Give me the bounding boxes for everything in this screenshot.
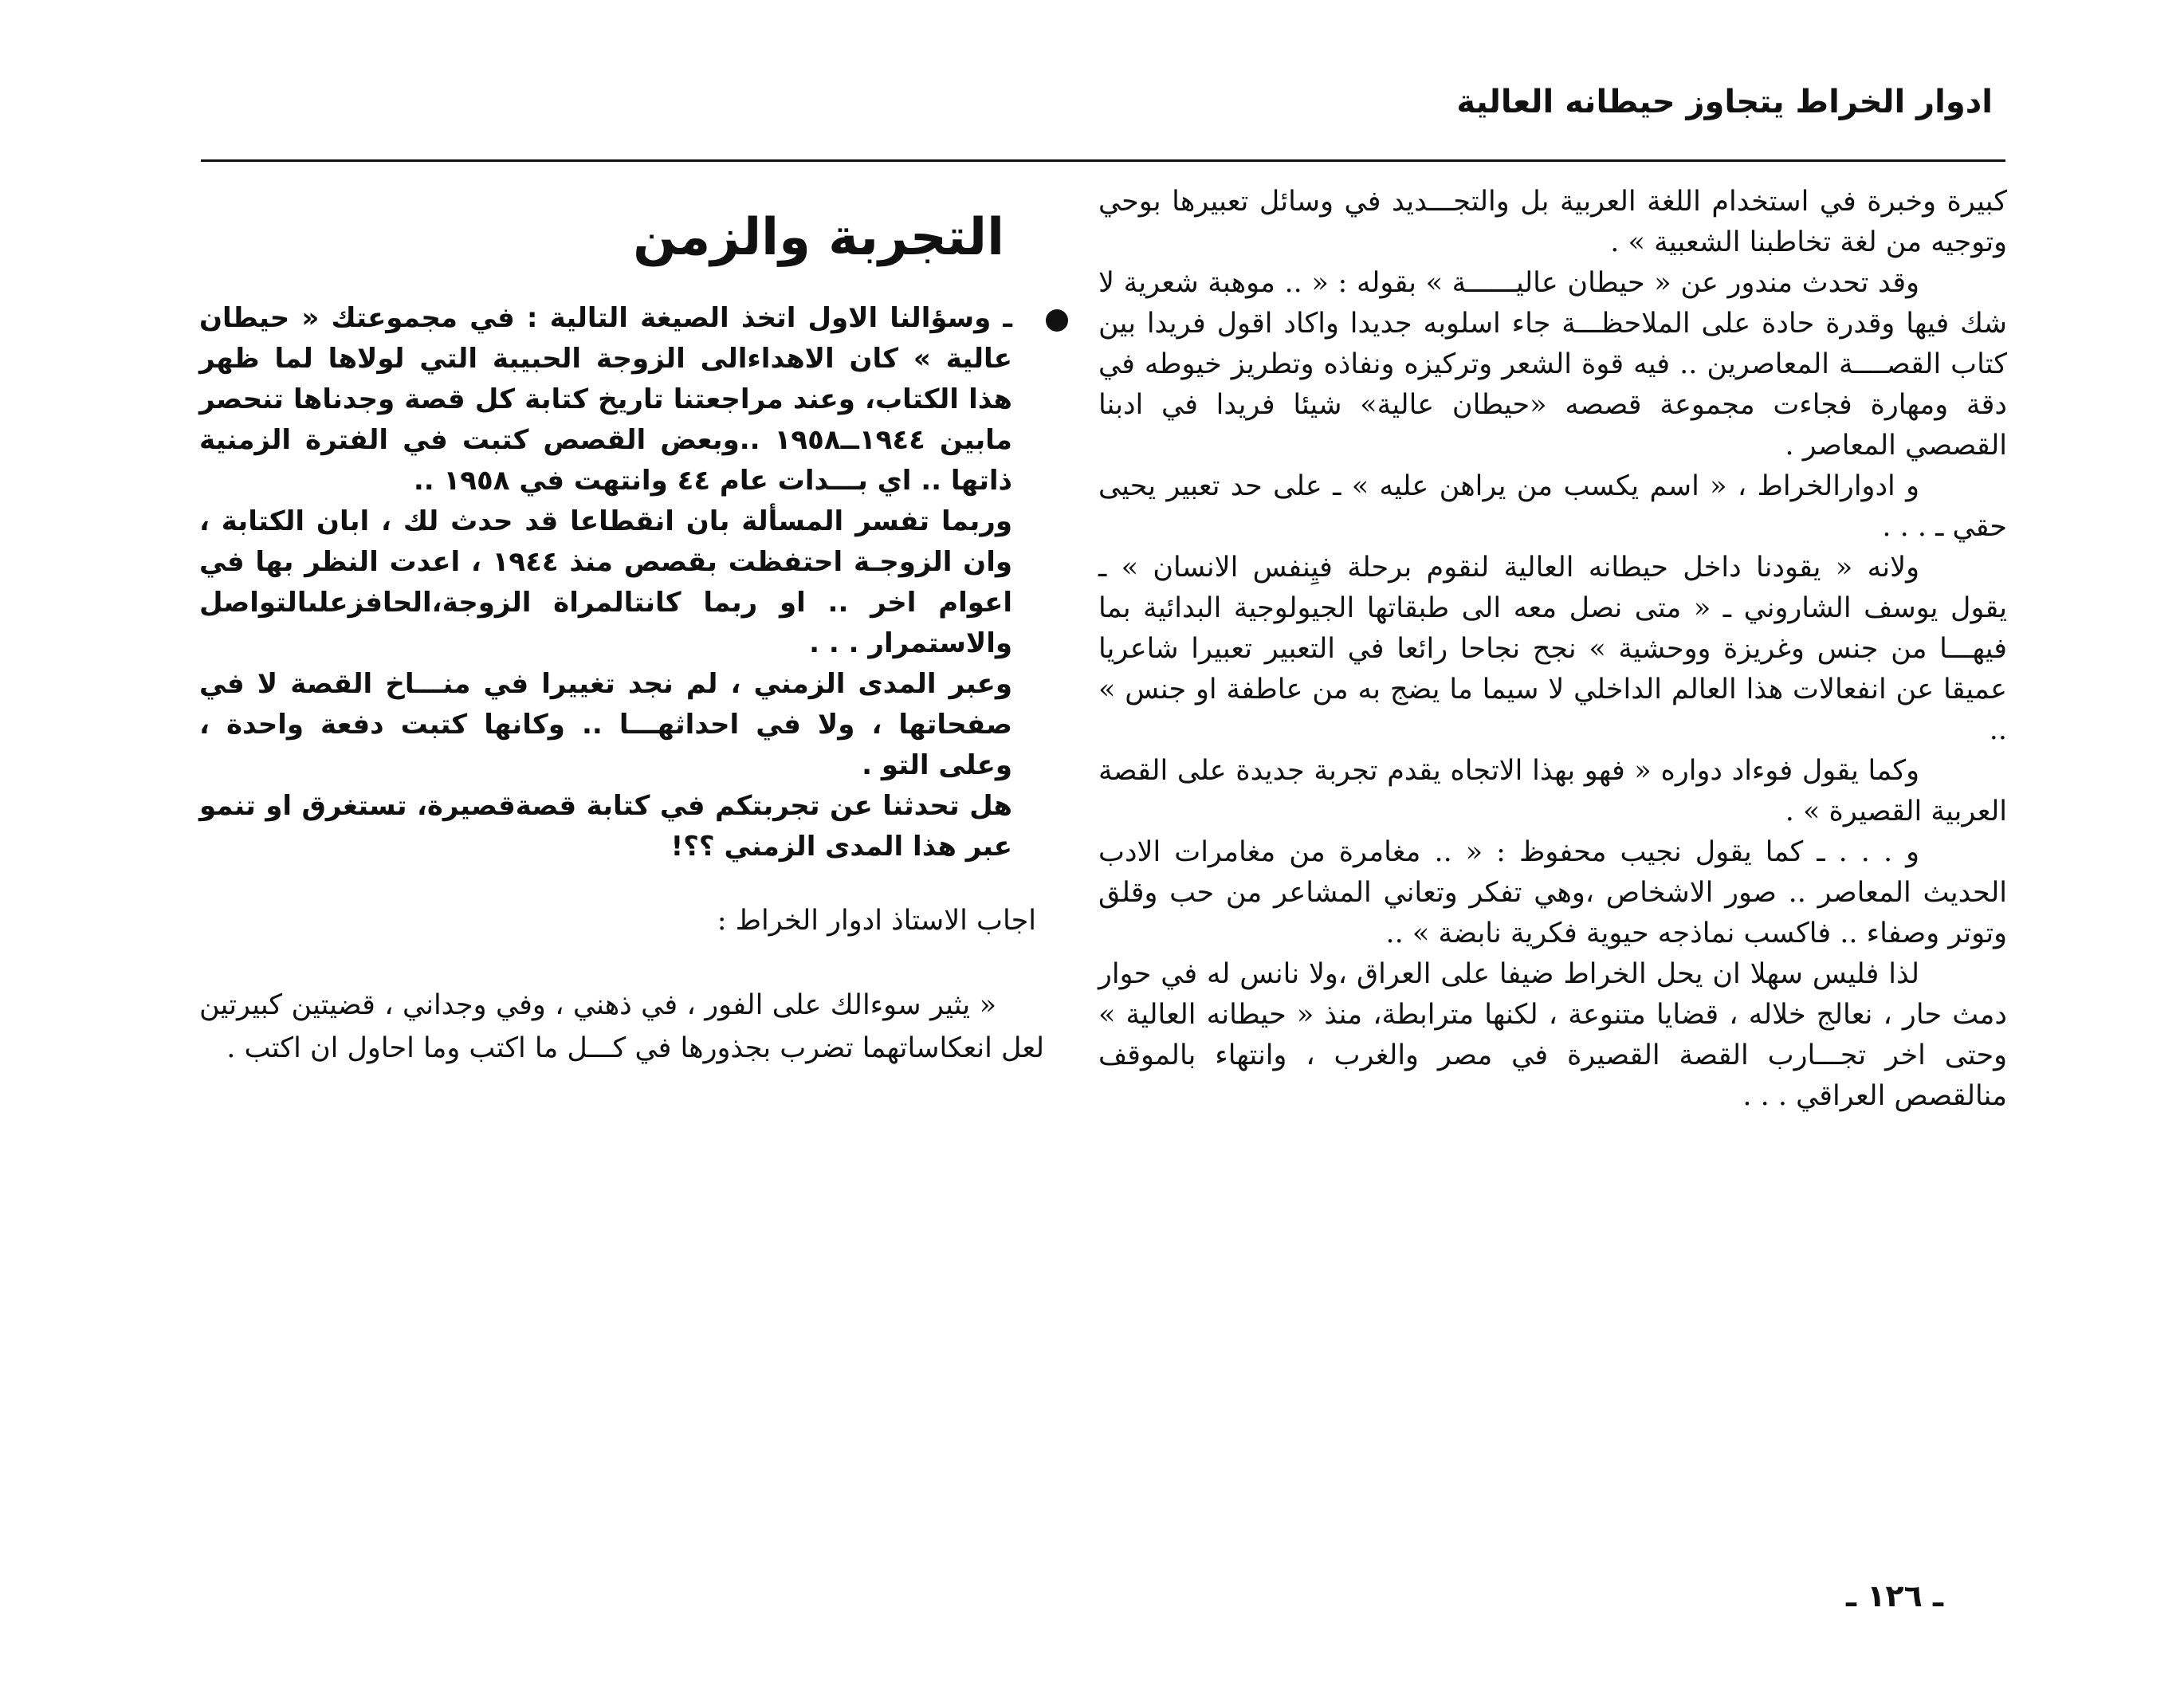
question-paragraph: ـ وسؤالنا الاول اتخذ الصيغة التالية : في مجموعتك « حيطان عالية » كان الاهداءالى الزوجة الحبيبة التي لولاها لما ظهر هذا الكتاب، وعند مراجعتنا تاريخ كتابة كل قصة وجدناها تنحصر مابين ١٩٤٤ــ١٩٥٨ ..وبعض القصص كتبت في الفترة الزمنية ذاتها .. اي بـــدات عام ٤٤ وانتهت في ١٩٥٨ .. [199, 302, 1012, 497]
answer-intro: اجاب الاستاذ ادوار الخراط : [717, 905, 1036, 937]
running-header: ادوار الخراط يتجاوز حيطانه العالية [1456, 84, 1993, 120]
header-rule [201, 159, 2005, 162]
right-column [1098, 182, 2007, 1117]
interview-answer [199, 899, 1068, 1070]
paragraph: و . . . ـ كما يقول نجيب محفوظ : « .. مغامرة من مغامرات الادب الحديث المعاصر .. صور الاشخاص ،وهي تفكر وتعاني المشاعر من حب وقلق وتوتر وصفاء .. فاكسب نماذجه حيوية فكرية نابضة » .. [1098, 836, 2007, 949]
paragraph: و ادوارالخراط ، « اسم يكسب من يراهن عليه » ـ على حد تعبير يحيى حقي ـ . . . [1098, 470, 2007, 543]
interview-question [199, 298, 1068, 867]
section-title: التجربة والزمن [633, 208, 1004, 267]
paragraph: وقد تحدث مندور عن « حيطان عاليــــــة » بقوله : « .. موهبة شعرية لا شك فيها وقدرة حادة على الملاحظـــة جاء اسلوبه جديدا واكاد اقول فريدا بين كتاب القصــــة المعاصرين .. فيه قوة الشعر وتركيزه ونفاذه وتطريز خيوطه في دقة ومهارة فجاءت مجموعة قصصه «حيطان عالية» شيئا فريدا في ادبنا القصصي المعاصر . [1098, 267, 2007, 462]
paragraph: لذا فليس سهلا ان يحل الخراط ضيفا على العراق ،ولا نانس له في حوار دمث حار ، نعالج خلاله ، قضايا متنوعة ، لكنها مترابطة، منذ « حيطانه العالية » وحتى اخر تجـــارب القصة القصيرة في مصر والغرب ، وانتهاء بالموقف منالقصص العراقي . . . [1098, 958, 2007, 1112]
paragraph: ولانه « يقودنا داخل حيطانه العالية لنقوم برحلة فيِنفس الانسان » ـ يقول يوسف الشاروني ـ « متى نصل معه الى طبقاتها الجيولوجية البدائية بما فيهـــا من جنس وغريزة ووحشية » نجح نجاحا رائعا في التعبير تعبيرا شاعريا عميقا عن انفعالات هذا العالم الداخلي لا سيما ما يضج به من عاطفة او جنس » .. [1098, 552, 2007, 746]
paragraph: وكما يقول فوءاد دواره « فهو بهذا الاتجاه يقدم تجربة جديدة على القصة العربية القصيرة » . [1098, 755, 2007, 827]
page-number: ـ ١٢٦ ـ [1845, 1578, 1943, 1613]
answer-paragraph: « يثير سوءالك على الفور ، في ذهني ، وفي وجداني ، قضيتين كبيرتين لعل انعكاساتهما تضرب بجذورها في كـــل ما اكتب وما احاول ان اكتب . [199, 989, 1044, 1064]
question-paragraph: وعبر المدى الزمني ، لم نجد تغييرا في منـــاخ القصة لا في صفحاتها ، ولا في احداثهـــا .. وكانها كتبت دفعة واحدة ، وعلى التو . [199, 668, 1012, 781]
paragraph: كبيرة وخبرة في استخدام اللغة العربية بل والتجـــديد في وسائل تعبيرها بوحي وتوجيه من لغة تخاطبنا الشعبية » . [1098, 186, 2007, 258]
question-paragraph: هل تحدثنا عن تجربتكم في كتابة قصةقصيرة، تستغرق او تنمو عبر هذا المدى الزمني ؟؟! [199, 790, 1012, 863]
left-column [199, 206, 1068, 1070]
question-paragraph: وربما تفسر المسألة بان انقطاعا قد حدث لك ، ابان الكتابة ، وان الزوجـة احتفظت بقصص منذ ١٩٤٤ ، اعدت النظر بها في اعوام اخر .. او ربما كانتالمراة الزوجة،الحافزعلىالتواصل والاستمرار . . . [199, 505, 1012, 659]
bullet-icon [1046, 309, 1068, 332]
